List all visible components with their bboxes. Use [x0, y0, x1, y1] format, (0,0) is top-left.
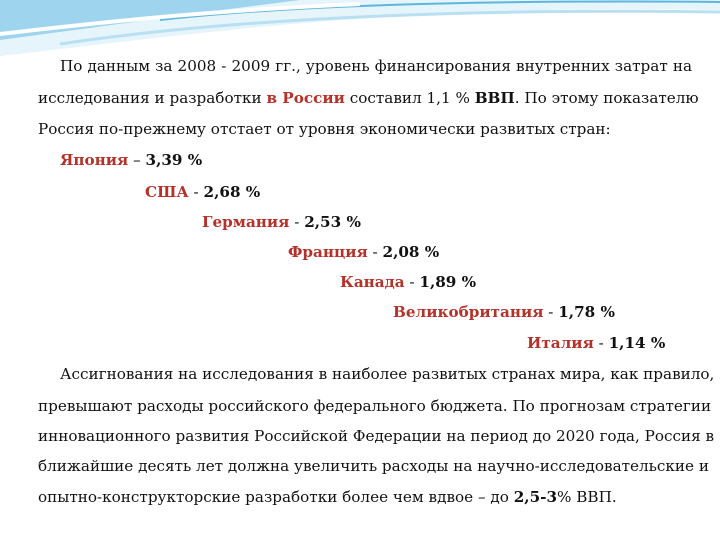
country-italy — [527, 333, 665, 353]
paragraph1-line2 — [38, 88, 699, 108]
country-sep: - — [367, 243, 383, 261]
paragraph2-line5-after: % ВВП. — [557, 488, 617, 506]
country-sep: – — [128, 151, 146, 169]
country-name: Франция — [288, 243, 368, 261]
paragraph2-line3: инновационного развития Российской Федерации на период до 2020 года, Россия в — [38, 427, 715, 445]
country-sep: - — [289, 213, 305, 231]
paragraph1-line2-mid: составил 1,1 % — [344, 89, 475, 107]
gdp-label: ВВП — [474, 89, 515, 107]
country-canada — [340, 272, 476, 292]
country-value: 2,53 % — [304, 213, 361, 231]
country-value: 1,89 % — [419, 273, 477, 291]
country-sep: - — [543, 303, 559, 321]
country-name: Италия — [527, 334, 594, 352]
country-value: 1,78 % — [558, 303, 615, 321]
paragraph1-line2-before: исследования и разработки — [38, 89, 267, 107]
paragraph2-line5 — [38, 487, 692, 507]
country-usa — [145, 182, 260, 202]
russia-highlight: в России — [266, 89, 345, 107]
country-sep: - — [593, 334, 609, 352]
paragraph1-line1: По данным за 2008 - 2009 гг., уровень финансирования внутренних затрат на — [60, 57, 692, 75]
country-germany — [202, 212, 361, 232]
target-range: 2,5-3 — [513, 488, 558, 506]
country-value: 2,68 % — [203, 183, 261, 201]
country-japan — [60, 150, 202, 170]
country-france — [288, 242, 439, 262]
country-uk — [393, 302, 615, 322]
country-name: Великобритания — [393, 303, 544, 321]
country-value: 2,08 % — [382, 243, 440, 261]
paragraph2-line4: ближайшие десять лет должна увеличить расходы на научно-исследовательские и — [38, 457, 709, 475]
paragraph2-line5-before: опытно-конструкторские разработки более чем вдвое – до — [38, 488, 514, 506]
country-name: Германия — [202, 213, 290, 231]
country-value: 1,14 % — [608, 334, 666, 352]
decorative-wave-header — [0, 0, 720, 60]
country-name: Япония — [60, 151, 129, 169]
paragraph1-line2-after: . По этому показателю — [514, 89, 699, 107]
paragraph2-line1: Ассигнования на исследования в наиболее развитых странах мира, как правило, — [60, 365, 715, 383]
country-sep: - — [188, 183, 204, 201]
country-name: Канада — [340, 273, 405, 291]
country-sep: - — [404, 273, 420, 291]
country-value: 3,39 % — [145, 151, 203, 169]
country-name: США — [145, 183, 189, 201]
paragraph1-line3: Россия по-прежнему отстает от уровня экономически развитых стран: — [38, 120, 611, 138]
paragraph2-line2: превышают расходы российского федерального бюджета. По прогнозам стратегии — [38, 397, 712, 415]
